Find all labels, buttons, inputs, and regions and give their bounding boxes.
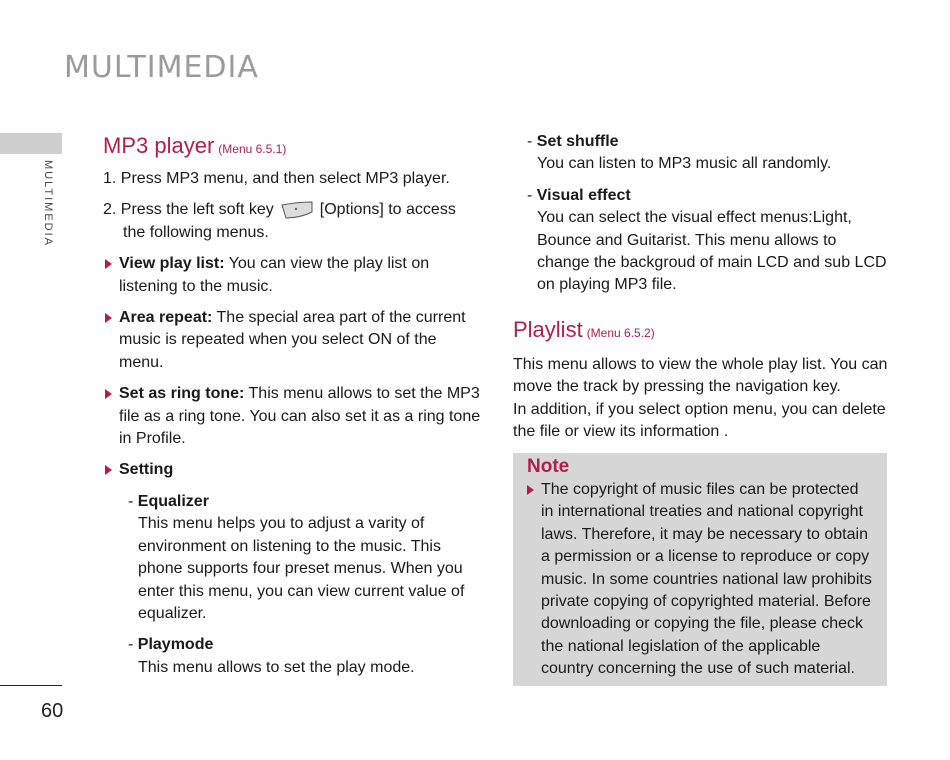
mp3-player-title: MP3 player — [103, 133, 215, 158]
playlist-title: Playlist — [513, 316, 583, 342]
header-title: MULTIMEDIA — [64, 50, 259, 85]
triangle-bullet-icon — [105, 259, 112, 269]
mp3-menu-ref: (Menu 6.5.1) — [218, 142, 287, 156]
bullet-view-play-list — [103, 253, 481, 298]
setting-text: You can listen to MP3 music all randomly. — [537, 155, 832, 173]
setting-label: Visual effect — [536, 186, 631, 204]
setting-text: This menu helps you to adjust a varity of environment on listening to the music. This phone supports four preset menus. When you enter this menu, you can view current value of equalizer. — [138, 515, 465, 622]
triangle-bullet-icon — [527, 485, 534, 495]
bullet-label: View play list: — [119, 255, 225, 273]
step-2-text-b: [Options] to access — [319, 201, 456, 219]
step-2-text-c: the following menus. — [123, 223, 269, 241]
footer-divider — [0, 685, 62, 686]
setting-label-row: - Visual effect — [527, 186, 631, 204]
playlist-paragraph-2: In addition, if you select option menu, you can delete the file or view its information . — [513, 400, 886, 441]
note-title: Note — [527, 456, 570, 477]
bullet-label: Area repeat: — [119, 309, 213, 327]
note-body — [527, 479, 875, 681]
setting-set-shuffle — [513, 131, 893, 176]
playlist-menu-ref: (Menu 6.5.2) — [586, 325, 655, 340]
setting-label: Set shuffle — [536, 133, 619, 150]
triangle-bullet-icon — [105, 389, 112, 399]
setting-text: This menu allows to set the play mode. — [138, 658, 415, 676]
bullet-area-repeat — [103, 307, 481, 374]
step-1: 1. Press MP3 menu, and then select MP3 player. — [103, 170, 450, 187]
bullet-label: Setting — [119, 461, 174, 479]
side-tab — [0, 133, 62, 154]
bullet-setting — [103, 459, 481, 481]
setting-visual-effect — [513, 185, 893, 297]
page-number: 60 — [41, 700, 64, 722]
triangle-bullet-icon — [105, 465, 112, 475]
sidebar-label: MULTIMEDIA — [42, 160, 54, 248]
left-soft-key-icon — [280, 200, 314, 220]
bullet-text: This menu allows to set the MP3 file as a ring tone. You can also set it as a ring tone in Profile. — [119, 385, 481, 448]
setting-equalizer — [103, 491, 481, 625]
setting-label-row: - Playmode — [128, 636, 214, 654]
setting-text: You can select the visual effect menus:Light, Bounce and Guitarist. This menu allows to change the backgroud of main LCD and sub LCD on playing MP3 file. — [537, 209, 887, 294]
setting-label: Equalizer — [137, 492, 209, 510]
playlist-paragraph-1: This menu allows to view the whole play list. You can move the track by pressing the navigation key. — [513, 355, 888, 396]
bullet-text: You can view the play list on listening to the music. — [119, 255, 430, 295]
left-column — [103, 131, 481, 679]
right-column — [513, 131, 893, 443]
setting-label-row: - Equalizer — [128, 492, 209, 510]
bullet-text: The special area part of the current music is repeated when you select ON of the menu. — [119, 309, 466, 371]
note-text: The copyright of music files can be protected in international treaties and national copyright laws. Therefore, it may be necessary to obtain a permission or a license to reproduce or copy music. In some countries national law prohibits private copying of copyrighted material. Before downloading or copying the file, please check the national legislation of the applicable country concerning the use of such material. — [541, 481, 872, 678]
step-2 — [103, 199, 481, 244]
note-box — [513, 453, 887, 686]
playlist-heading — [513, 315, 893, 348]
mp3-player-heading — [103, 131, 481, 164]
setting-label-row: - Set shuffle — [527, 133, 619, 150]
setting-label: Playmode — [137, 636, 214, 654]
bullet-set-as-ring-tone — [103, 383, 481, 450]
triangle-bullet-icon — [105, 313, 112, 323]
setting-playmode — [103, 634, 481, 679]
step-2-text-a: 2. Press the left soft key — [103, 201, 274, 219]
bullet-label: Set as ring tone: — [119, 385, 245, 403]
